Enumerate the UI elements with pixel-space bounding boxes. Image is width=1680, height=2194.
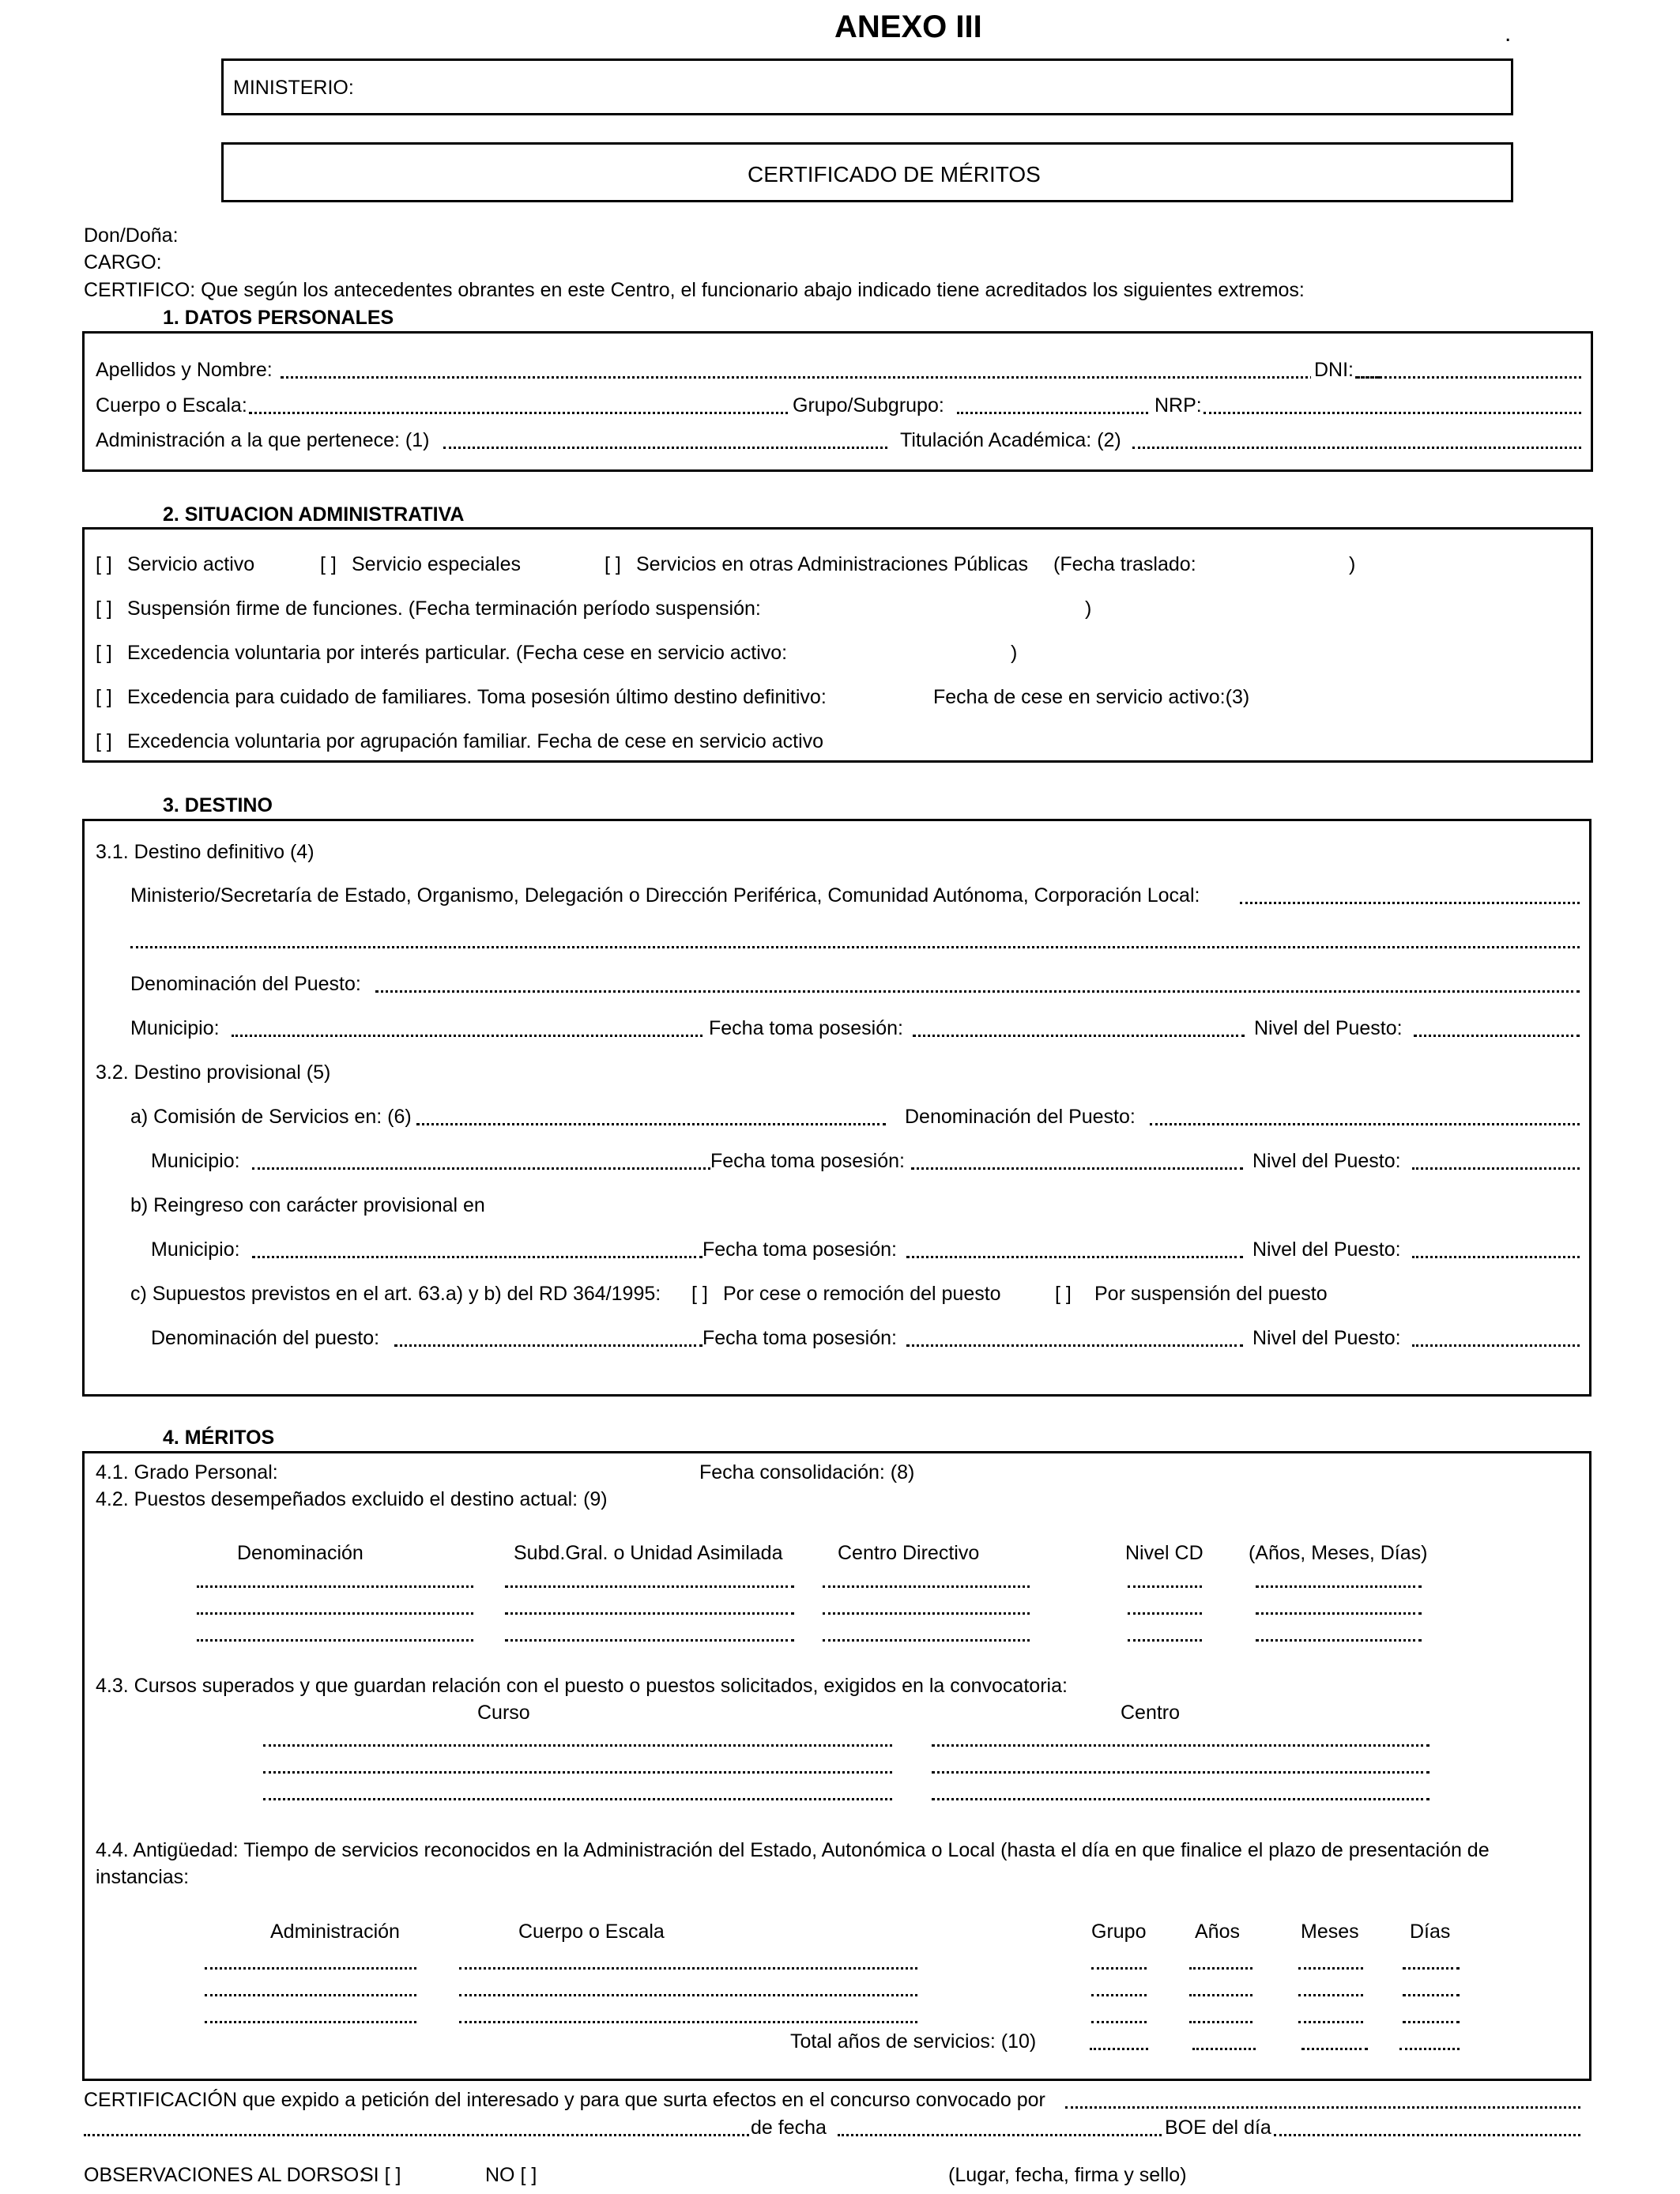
dni-label: DNI:: [1311, 360, 1357, 380]
chk-servicio-activo[interactable]: [ ]: [96, 553, 112, 575]
lbl-suspension: Suspensión firme de funciones. (Fecha terminación período suspensión:: [127, 598, 761, 620]
total-meses-field[interactable]: [1192, 2048, 1256, 2050]
paren-suspension: ): [1085, 598, 1092, 620]
antig-row-3-meses[interactable]: [1298, 2021, 1363, 2023]
antig-row-3-anos[interactable]: [1189, 2021, 1252, 2023]
doc-title: CERTIFICADO DE MÉRITOS: [748, 162, 1041, 187]
reingreso-nivel-label: Nivel del Puesto:: [1252, 1238, 1401, 1261]
antig-row-2-dias[interactable]: [1403, 1994, 1460, 1996]
lbl-cese: Por cese o remoción del puesto: [723, 1283, 1001, 1305]
situacion-box: [82, 527, 1593, 763]
comision-fecha-field[interactable]: [911, 1167, 1243, 1170]
puestos-col-subd: Subd.Gral. o Unidad Asimilada: [514, 1542, 783, 1564]
ministerio-box[interactable]: [221, 58, 1513, 115]
comision-nivel-field[interactable]: [1412, 1167, 1580, 1170]
def-ministerio-label: Ministerio/Secretaría de Estado, Organismo, Delegación o Dirección Periférica, Comunidad Autónoma, Corporación Local:: [130, 884, 1200, 907]
comision-field[interactable]: [416, 1123, 886, 1125]
convocado-por-field[interactable]: [1065, 2106, 1580, 2109]
grado-label: 4.1. Grado Personal:: [96, 1461, 278, 1483]
chk-exc-cuidado[interactable]: [ ]: [96, 686, 112, 708]
observaciones-no[interactable]: NO [ ]: [485, 2164, 537, 2186]
puestos-row-1-nivel[interactable]: [1128, 1585, 1202, 1588]
antig-col-administracion: Administración: [270, 1921, 400, 1943]
s4-heading: 4. MÉRITOS: [163, 1427, 275, 1449]
comision-denominacion-label: Denominación del Puesto:: [905, 1106, 1136, 1128]
puestos-row-2-centro[interactable]: [823, 1612, 1030, 1615]
antig-col-dias: Días: [1410, 1921, 1451, 1943]
certificacion-text: CERTIFICACIÓN que expido a petición del interesado y para que surta efectos en el concurso convocado por: [84, 2089, 1045, 2111]
s3-heading: 3. DESTINO: [163, 794, 273, 816]
datos-personales-box: [82, 331, 1593, 472]
de-fecha-label: de fecha: [751, 2117, 827, 2139]
comision-label: a) Comisión de Servicios en: (6): [130, 1106, 412, 1128]
puestos-row-1-denominacion[interactable]: [197, 1585, 473, 1588]
s1-heading: 1. DATOS PERSONALES: [163, 307, 394, 329]
fecha-consolidacion-label: Fecha consolidación: (8): [699, 1461, 915, 1483]
puestos-col-centro: Centro Directivo: [838, 1542, 980, 1564]
cursos-row-3-centro[interactable]: [932, 1798, 1430, 1800]
antiguedad-label-1: 4.4. Antigüedad: Tiempo de servicios reconocidos en la Administración del Estado, Autonómica o Local (hasta el día en que finalice el plazo de presentación de: [96, 1839, 1490, 1861]
don-label: Don/Doña:: [84, 224, 179, 247]
puestos-row-1-subd[interactable]: [505, 1585, 794, 1588]
antig-row-3-dias[interactable]: [1403, 2021, 1460, 2023]
puestos-row-3-subd[interactable]: [505, 1639, 794, 1642]
antig-row-1-anos[interactable]: [1189, 1967, 1252, 1970]
supuestos-nivel-label: Nivel del Puesto:: [1252, 1327, 1401, 1349]
antig-col-cuerpo: Cuerpo o Escala: [518, 1921, 665, 1943]
antig-row-2-cuerpo[interactable]: [459, 1994, 917, 1996]
comision-denominacion-field[interactable]: [1150, 1123, 1580, 1125]
puestos-row-3-tiempo[interactable]: [1256, 1639, 1422, 1642]
chk-servicio-especiales[interactable]: [ ]: [320, 553, 337, 575]
total-anos-field[interactable]: [1090, 2048, 1148, 2050]
de-fecha-field[interactable]: [838, 2134, 1162, 2136]
lugar-fecha-firma: (Lugar, fecha, firma y sello): [948, 2164, 1187, 2186]
def-ministerio-field[interactable]: [1240, 902, 1580, 904]
lbl-servicio-especiales: Servicio especiales: [352, 553, 521, 575]
boe-field[interactable]: [1274, 2134, 1580, 2136]
antig-row-2-grupo[interactable]: [1091, 1994, 1147, 1996]
cargo-label: CARGO:: [84, 251, 162, 273]
meritos-box: [82, 1451, 1591, 2081]
observaciones-label: OBSERVACIONES AL DORSO:: [84, 2164, 365, 2186]
def-municipio-field[interactable]: [232, 1035, 703, 1037]
lbl-servicios-otras: Servicios en otras Administraciones Públicas: [636, 553, 1029, 575]
puestos-row-3-denominacion[interactable]: [197, 1639, 473, 1642]
def-nivel-label: Nivel del Puesto:: [1254, 1017, 1403, 1039]
lbl-exc-cuidado: Excedencia para cuidado de familiares. Toma posesión último destino definitivo:: [127, 686, 827, 708]
puestos-row-2-denominacion[interactable]: [197, 1612, 473, 1615]
cursos-row-1-curso[interactable]: [263, 1744, 892, 1747]
cursos-row-3-curso[interactable]: [263, 1798, 892, 1800]
puestos-row-2-subd[interactable]: [505, 1612, 794, 1615]
antig-row-3-cuerpo[interactable]: [459, 2021, 917, 2023]
concurso-field[interactable]: [84, 2134, 749, 2136]
lbl-exc-agrupacion: Excedencia voluntaria por agrupación familiar. Fecha de cese en servicio activo: [127, 730, 824, 752]
lbl-suspension-puesto: Por suspensión del puesto: [1094, 1283, 1328, 1305]
comision-fecha-label: Fecha toma posesión:: [710, 1150, 905, 1172]
paren-traslado: ): [1349, 553, 1356, 575]
supuestos-fecha-label: Fecha toma posesión:: [703, 1327, 897, 1349]
def-nivel-field[interactable]: [1414, 1035, 1580, 1037]
puestos-col-nivel: Nivel CD: [1125, 1542, 1203, 1564]
antig-col-meses: Meses: [1301, 1921, 1359, 1943]
antig-row-3-administracion[interactable]: [205, 2021, 416, 2023]
boe-label: BOE del día: [1165, 2117, 1271, 2139]
total-extra-field[interactable]: [1399, 2048, 1460, 2050]
lbl-exc-interes: Excedencia voluntaria por interés particular. (Fecha cese en servicio activo:: [127, 642, 788, 664]
puestos-row-1-tiempo[interactable]: [1256, 1585, 1422, 1588]
reingreso-nivel-field[interactable]: [1412, 1256, 1580, 1258]
supuestos-denominacion-label: Denominación del puesto:: [151, 1327, 380, 1349]
nrp-field[interactable]: [1203, 412, 1581, 414]
prov-title: 3.2. Destino provisional (5): [96, 1061, 331, 1084]
chk-cese[interactable]: [ ]: [691, 1283, 708, 1305]
puestos-row-3-nivel[interactable]: [1128, 1639, 1202, 1642]
supuestos-label: c) Supuestos previstos en el art. 63.a) y b) del RD 364/1995:: [130, 1283, 661, 1305]
puestos-label: 4.2. Puestos desempeñados excluido el destino actual: (9): [96, 1488, 608, 1510]
antig-row-1-meses[interactable]: [1298, 1967, 1363, 1970]
reingreso-municipio-field[interactable]: [252, 1256, 703, 1258]
antig-row-3-grupo[interactable]: [1091, 2021, 1147, 2023]
s2-heading: 2. SITUACION ADMINISTRATIVA: [163, 503, 465, 526]
corner-mark: .: [1505, 21, 1512, 47]
def-denominacion-label: Denominación del Puesto:: [130, 973, 361, 995]
paren-exc-interes: ): [1011, 642, 1018, 664]
def-fecha-label: Fecha toma posesión:: [709, 1017, 903, 1039]
comision-municipio-field[interactable]: [252, 1167, 710, 1170]
destino-box: [82, 819, 1591, 1397]
nrp-label: NRP:: [1150, 396, 1207, 416]
apellidos-label: Apellidos y Nombre:: [96, 359, 273, 381]
puestos-row-3-centro[interactable]: [823, 1639, 1030, 1642]
def-municipio-label: Municipio:: [130, 1017, 220, 1039]
antig-col-grupo: Grupo: [1091, 1921, 1147, 1943]
titulacion-field[interactable]: [1132, 447, 1581, 449]
observaciones-si[interactable]: SI [ ]: [360, 2164, 401, 2186]
antig-row-1-administracion[interactable]: [205, 1967, 416, 1970]
total-label: Total años de servicios: (10): [790, 2030, 1037, 2053]
cursos-row-2-centro[interactable]: [932, 1771, 1430, 1774]
supuestos-fecha-field[interactable]: [906, 1344, 1243, 1347]
certifico-text: CERTIFICO: Que según los antecedentes obrantes en este Centro, el funcionario abajo indicado tiene acreditados los siguientes extremos:: [84, 279, 1305, 301]
puestos-row-1-centro[interactable]: [823, 1585, 1030, 1588]
antig-row-2-administracion[interactable]: [205, 1994, 416, 1996]
cursos-label: 4.3. Cursos superados y que guardan relación con el puesto o puestos solicitados, exigidos en la convocatoria:: [96, 1675, 1068, 1697]
total-dias-field[interactable]: [1301, 2048, 1368, 2050]
antig-row-2-meses[interactable]: [1298, 1994, 1363, 1996]
reingreso-label: b) Reingreso con carácter provisional en: [130, 1194, 485, 1216]
antiguedad-label-2: instancias:: [96, 1866, 190, 1888]
titulacion-label: Titulación Académica: (2): [900, 429, 1121, 451]
apellidos-field[interactable]: [281, 376, 1381, 379]
chk-suspension-puesto[interactable]: [ ]: [1055, 1283, 1072, 1305]
puestos-row-2-tiempo[interactable]: [1256, 1612, 1422, 1615]
chk-suspension[interactable]: [ ]: [96, 598, 112, 620]
antig-row-1-grupo[interactable]: [1091, 1967, 1147, 1970]
comision-municipio-label: Municipio:: [151, 1150, 240, 1172]
antig-col-anos: Años: [1195, 1921, 1240, 1943]
chk-exc-interes[interactable]: [ ]: [96, 642, 112, 664]
lbl-servicio-activo: Servicio activo: [127, 553, 255, 575]
def-ministerio-field-2[interactable]: [130, 946, 1580, 948]
antig-row-1-cuerpo[interactable]: [459, 1967, 917, 1970]
def-fecha-field[interactable]: [913, 1035, 1245, 1037]
puestos-row-2-nivel[interactable]: [1128, 1612, 1202, 1615]
reingreso-fecha-field[interactable]: [906, 1256, 1243, 1258]
supuestos-denominacion-field[interactable]: [394, 1344, 703, 1347]
reingreso-municipio-label: Municipio:: [151, 1238, 240, 1261]
cuerpo-label: Cuerpo o Escala:: [96, 394, 247, 417]
grupo-label: Grupo/Subgrupo:: [788, 396, 949, 416]
ministerio-label: MINISTERIO:: [233, 77, 354, 99]
doc-title-box: [221, 142, 1513, 202]
dni-field[interactable]: [1355, 376, 1581, 379]
cursos-row-1-centro[interactable]: [932, 1744, 1430, 1747]
admin-field[interactable]: [443, 447, 887, 449]
cursos-col-curso: Curso: [477, 1702, 530, 1724]
puestos-col-denominacion: Denominación: [237, 1542, 363, 1564]
supuestos-nivel-field[interactable]: [1412, 1344, 1580, 1347]
chk-exc-agrupacion[interactable]: [ ]: [96, 730, 112, 752]
antig-row-2-anos[interactable]: [1189, 1994, 1252, 1996]
chk-servicios-otras[interactable]: [ ]: [605, 553, 621, 575]
lbl-fecha-cese-3: Fecha de cese en servicio activo:(3): [933, 686, 1250, 708]
def-title: 3.1. Destino definitivo (4): [96, 841, 315, 863]
cursos-row-2-curso[interactable]: [263, 1771, 892, 1774]
cuerpo-field[interactable]: [249, 412, 865, 414]
reingreso-fecha-label: Fecha toma posesión:: [703, 1238, 897, 1261]
page-title: ANEXO III: [834, 9, 982, 44]
comision-nivel-label: Nivel del Puesto:: [1252, 1150, 1401, 1172]
puestos-col-tiempo: (Años, Meses, Días): [1249, 1542, 1428, 1564]
cursos-col-centro: Centro: [1121, 1702, 1181, 1724]
def-denominacion-field[interactable]: [375, 990, 1580, 993]
lbl-fecha-traslado: (Fecha traslado:: [1053, 553, 1196, 575]
admin-label: Administración a la que pertenece: (1): [96, 429, 430, 451]
antig-row-1-dias[interactable]: [1403, 1967, 1460, 1970]
